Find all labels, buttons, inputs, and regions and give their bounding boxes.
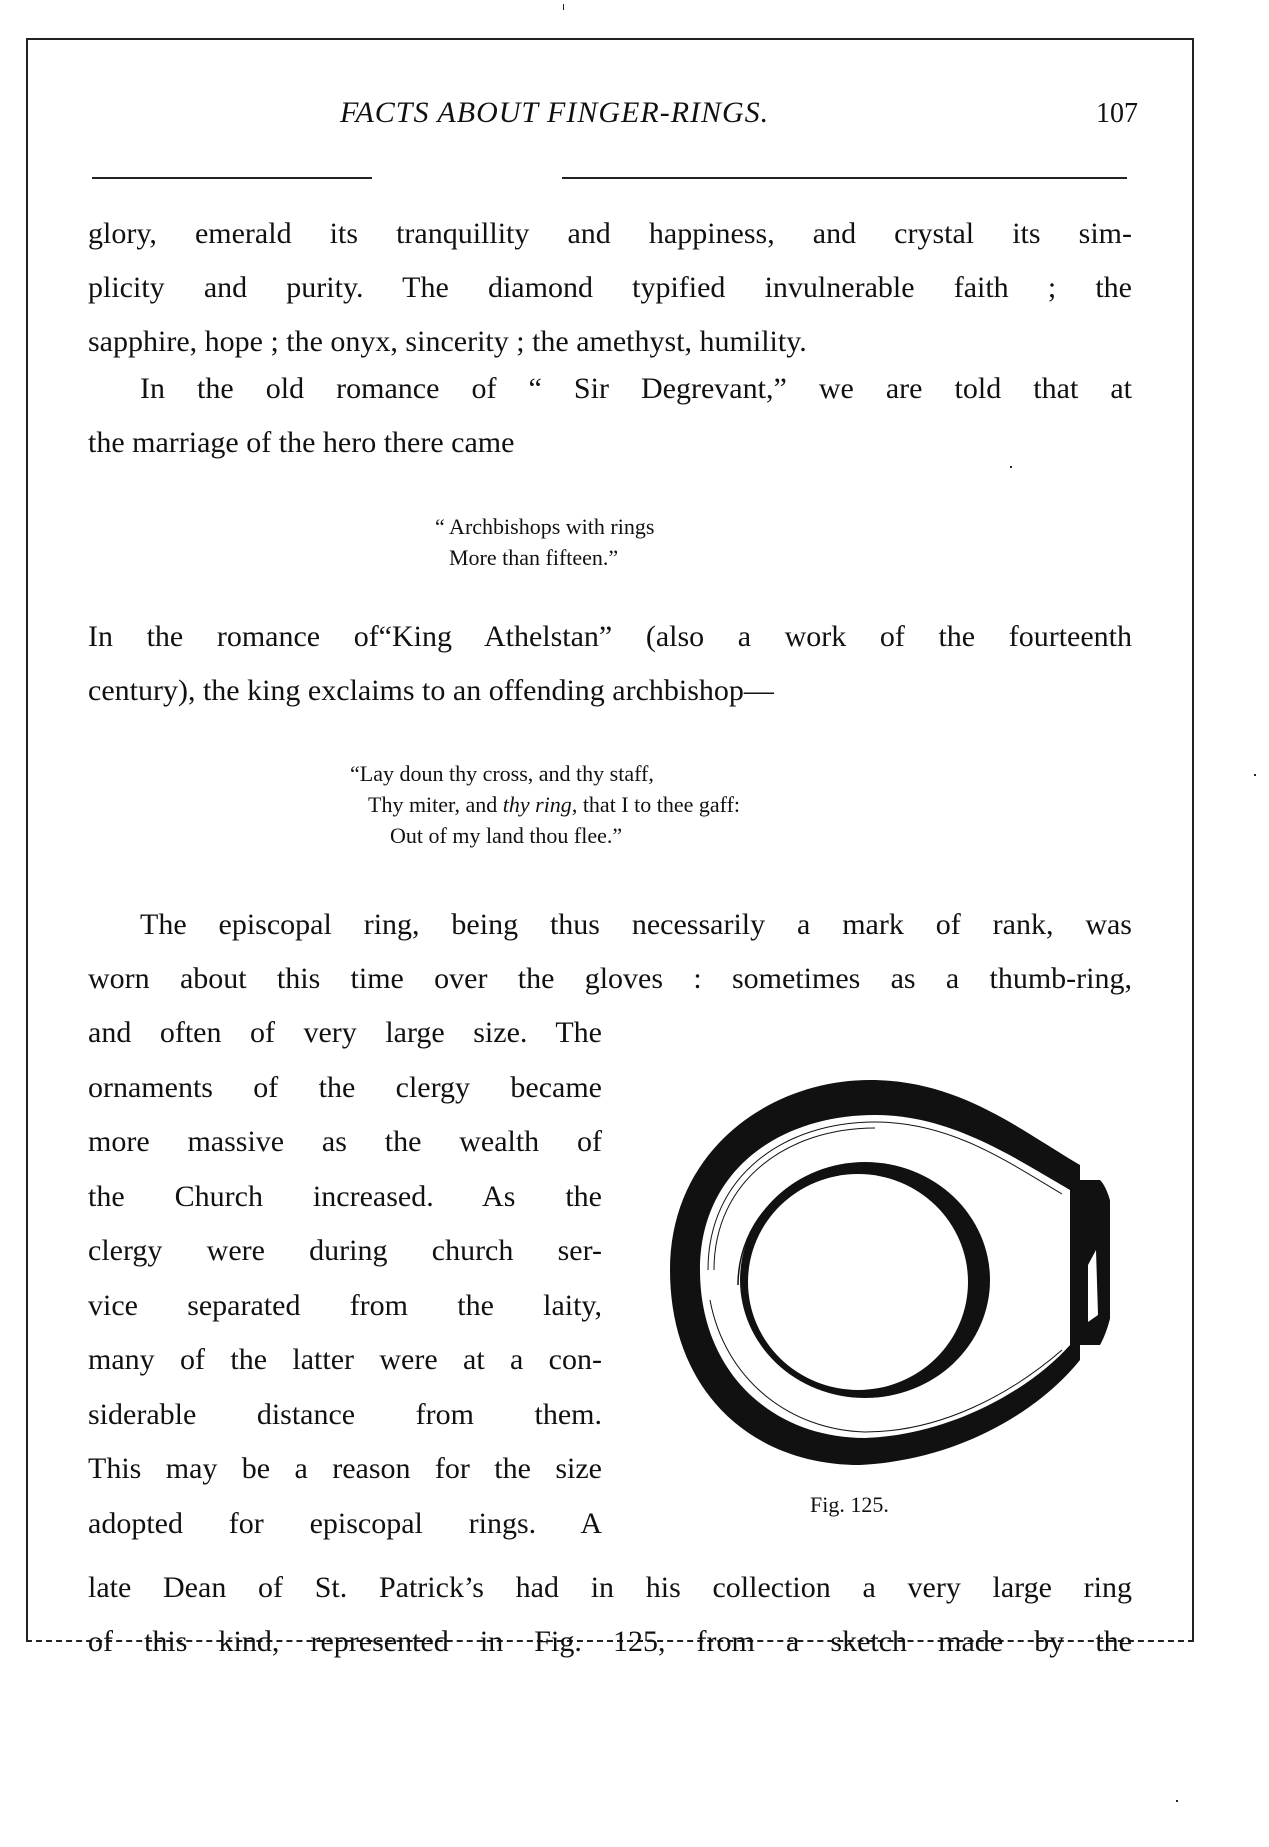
text-line: vice separated from the laity, [88,1288,602,1322]
text-line: late Dean of St. Patrick’s had in his collection a very large ring [88,1571,1132,1604]
text-line: clergy were during church ser- [88,1234,602,1267]
paragraph-degrevant [88,362,1132,470]
text-line: and often of very large size. The [88,1016,602,1049]
text-line: worn about this time over the gloves : sometimes as a thumb-ring, [88,962,1132,995]
ring-hole [748,1174,968,1390]
scan-speck [1176,1800,1178,1802]
verse-italic-text: thy ring [502,792,572,817]
running-head [0,96,1269,136]
text-line: the marriage of the hero there came [88,426,515,459]
verse-quote-1 [435,511,654,573]
figure-caption: Fig. 125. [810,1492,889,1517]
text-line: This may be a reason for the size [88,1452,602,1485]
verse-text: Thy miter, and [368,792,503,817]
header-rule-left [92,177,372,179]
text-line: The episcopal ring, being thus necessarily a mark of rank, was [140,908,1132,941]
paragraph-dean [88,1561,1132,1669]
verse-line: “ Archbishops with rings [435,514,655,539]
verse-line [350,789,740,820]
scan-speck [563,4,564,10]
verse-line: “Lay doun thy cross, and thy staff, [350,761,654,786]
text-line: ornaments of the clergy became [88,1070,602,1104]
verse-line: More than fifteen.” [449,545,619,570]
text-line: century), the king exclaims to an offending archbishop— [88,674,774,707]
ring-illustration [630,1060,1110,1490]
text-line: more massive as the wealth of [88,1125,602,1158]
paragraph-athelstan [88,610,1132,718]
figure-125 [630,1060,1110,1490]
text-line: of this kind, represented in Fig. 125, from a sketch made by the [88,1625,1132,1658]
text-line: plicity and purity. The diamond typified invulnerable faith ; the [88,271,1132,304]
scan-speck [1010,466,1012,468]
paragraph-gems [88,207,1132,369]
paragraph-episcopal [88,898,1132,1006]
verse-text: , that I to thee gaff: [571,792,741,817]
running-title: FACTS ABOUT FINGER-RINGS. [340,96,770,129]
scan-speck [1254,774,1256,776]
text-line: glory, emerald its tranquillity and happiness, and crystal its sim- [88,217,1132,250]
text-line: In the romance of“King Athelstan” (also a work of the fourteenth [88,620,1132,653]
verse-quote-2 [350,758,740,851]
page-number: 107 [1096,98,1138,129]
text-line: siderable distance from them. [88,1397,602,1431]
text-line: the Church increased. As the [88,1179,602,1213]
text-line: In the old romance of “ Sir Degrevant,” we are told that at [140,372,1132,405]
text-line: sapphire, hope ; the onyx, sincerity ; the amethyst, humility. [88,325,807,358]
text-line: many of the latter were at a con- [88,1343,602,1376]
header-rule-right [562,177,1127,179]
verse-line: Out of my land thou flee.” [390,823,623,848]
paragraph-episcopal-narrow [88,1006,602,1551]
text-line: adopted for episcopal rings. A [88,1506,602,1540]
